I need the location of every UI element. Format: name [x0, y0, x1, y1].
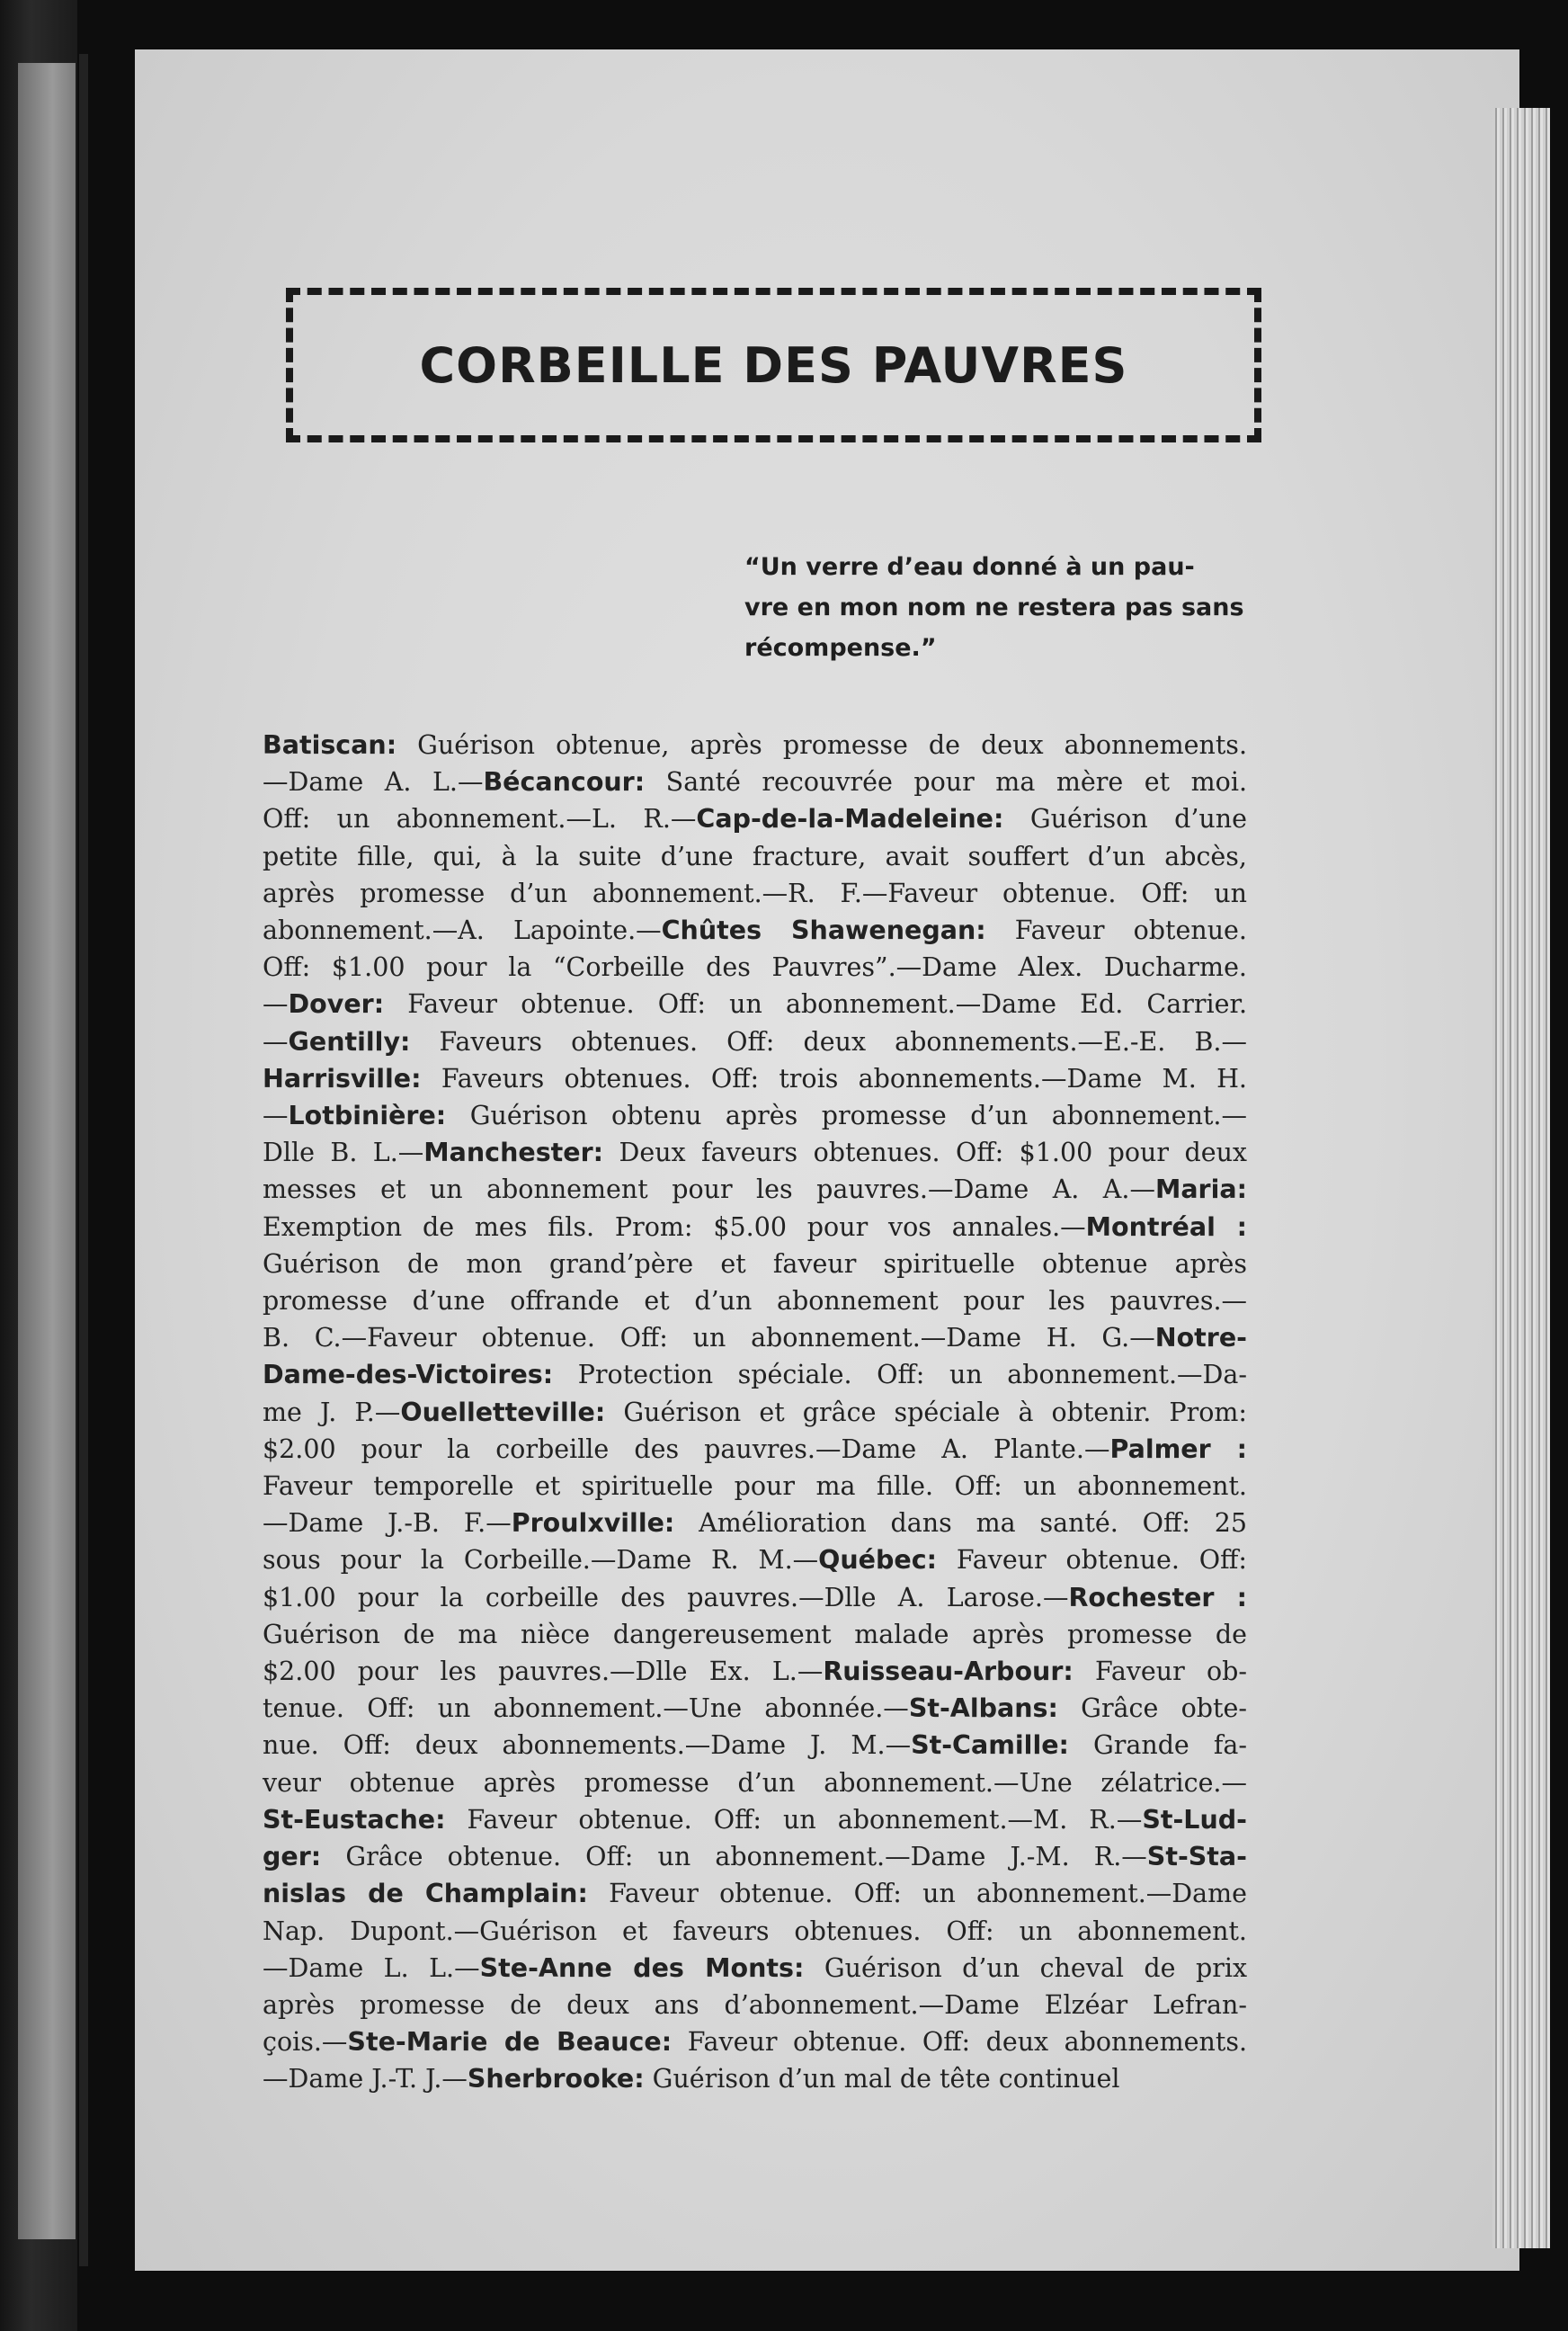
body-text-run: Guérison et grâce spéciale à obtenir. Prom: [605, 1397, 1247, 1427]
body-line [263, 1875, 1247, 1912]
place-name: Batiscan: [263, 730, 397, 760]
body-text-run: — [263, 1101, 289, 1131]
body-text-run: Santé recouvrée pour ma mère et moi. [645, 767, 1248, 798]
body-text-run: Grande fa- [1068, 1730, 1247, 1761]
place-name: Chûtes Shawenegan: [661, 915, 986, 946]
place-name: St-Albans: [908, 1693, 1058, 1724]
body-line [263, 1060, 1247, 1097]
body-line [263, 1023, 1247, 1060]
epigraph-line: “Un verre d’eau donné à un pau- [744, 553, 1195, 581]
body-line [263, 1653, 1247, 1690]
facing-page-edge [18, 63, 76, 2239]
body-line [263, 1950, 1247, 1987]
body-text-run: —Dame J.-B. F.— [263, 1508, 512, 1539]
body-text-run: Nap. Dupont.—Guérison et faveurs obtenues. Off: un abonnement. [263, 1916, 1247, 1946]
body-text-run: Deux faveurs obtenues. Off: $1.00 pour deux [603, 1138, 1247, 1168]
body-text-run: çois.— [263, 2027, 348, 2058]
body-line [263, 1394, 1247, 1431]
place-name: Cap-de-la-Madeleine: [696, 804, 1004, 835]
body-text-run: Faveur obtenue. Off: deux abonnements. [672, 2027, 1247, 2058]
body-line [263, 1579, 1247, 1616]
body-line [263, 1764, 1247, 1801]
body-line [263, 1468, 1247, 1505]
body-text-run: Faveur obtenue. [985, 915, 1247, 946]
body-text-run: Exemption de mes fils. Prom: $5.00 pour vos annales.— [263, 1211, 1086, 1242]
place-name: Harrisville: [263, 1063, 422, 1094]
body-text-run: après promesse d’un abonnement.—R. F.—Faveur obtenue. Off: un [263, 878, 1247, 908]
place-name: Gentilly: [288, 1026, 411, 1057]
body-line [263, 1134, 1247, 1171]
body-line [263, 1838, 1247, 1875]
body-text-run: Faveur obtenue. Off: un abonnement.—Dame [587, 1879, 1247, 1909]
place-name: Maria: [1154, 1174, 1247, 1205]
page-stack-edges [1492, 108, 1550, 2248]
body-text-run: Faveur obtenue. Off: un abonnement.—Dame Ed. Carrier. [384, 989, 1247, 1020]
body-text-run: petite fille, qui, à la suite d’une fracture, avait souffert d’un abcès, [263, 841, 1247, 871]
body-text-run: Guérison d’un cheval de prix [804, 1952, 1248, 1983]
body-text-run: Guérison obtenue, après promesse de deux abonnements. [396, 730, 1247, 760]
body-text-run: Grâce obtenue. Off: un abonnement.—Dame J.-M. R.— [321, 1842, 1147, 1872]
place-name: Palmer : [1109, 1433, 1247, 1464]
place-name: nislas de Champlain: [263, 1879, 588, 1909]
body-line [263, 1801, 1247, 1838]
body-line [263, 1727, 1247, 1764]
body-line [263, 1616, 1247, 1653]
body-text-run: Off: $1.00 pour la “Corbeille des Pauvres”.—Dame Alex. Ducharme. [263, 952, 1247, 983]
place-name: Québec: [818, 1545, 937, 1576]
body-text-run: —Dame J.-T. J.— [263, 2064, 468, 2094]
place-name: Montréal : [1085, 1211, 1247, 1242]
body-line [263, 800, 1247, 837]
body-text-run: —Dame A. L.— [263, 767, 484, 798]
body-text-run: $2.00 pour la corbeille des pauvres.—Dame A. Plante.— [263, 1433, 1110, 1464]
body-text-run: sous pour la Corbeille.—Dame R. M.— [263, 1545, 819, 1576]
body-text-run: Guérison d’une [1003, 804, 1247, 835]
body-line [263, 764, 1247, 800]
body-text-run: Guérison de mon grand’père et faveur spirituelle obtenue après [263, 1248, 1247, 1279]
body-line [263, 949, 1247, 986]
body-text-run: promesse d’une offrande et d’un abonnement pour les pauvres.— [263, 1286, 1247, 1317]
body-text-run: Dlle B. L.— [263, 1138, 424, 1168]
body-text-run: abonnement.—A. Lapointe.— [263, 915, 662, 946]
body-line [263, 1987, 1247, 2023]
body-line [263, 875, 1247, 912]
body-text-run: — [263, 1026, 289, 1057]
body-text-run: Guérison d’un mal de tête continuel [644, 2064, 1120, 2094]
body-line [263, 838, 1247, 875]
place-name: Dover: [288, 989, 385, 1020]
body-line [263, 1505, 1247, 1541]
body-line [263, 1282, 1247, 1319]
body-text-run: Off: un abonnement.—L. R.— [263, 804, 697, 835]
body-line [263, 912, 1247, 949]
place-name: Ouelletteville: [400, 1397, 606, 1427]
body-text-run: Amélioration dans ma santé. Off: 25 [674, 1508, 1248, 1539]
body-text-run: Faveur temporelle et spirituelle pour ma fille. Off: un abonnement. [263, 1471, 1247, 1502]
place-name: Notre- [1154, 1323, 1247, 1353]
body-text-run: $2.00 pour les pauvres.—Dlle Ex. L.— [263, 1657, 824, 1687]
body-text-run: messes et un abonnement pour les pauvres.—Dame A. A.— [263, 1174, 1155, 1205]
place-name: Dame-des-Victoires: [263, 1360, 554, 1390]
body-text-run: $1.00 pour la corbeille des pauvres.—Dlle A. Larose.— [263, 1582, 1069, 1612]
place-name: Ruisseau-Arbour: [823, 1657, 1074, 1687]
place-name: Sherbrooke: [467, 2064, 645, 2094]
place-name: Ste-Anne des Monts: [479, 1952, 805, 1983]
body-line [263, 1356, 1247, 1393]
body-text-run: Faveur ob- [1073, 1657, 1247, 1687]
body-line [263, 1209, 1247, 1246]
place-name: Ste-Marie de Beauce: [347, 2027, 673, 2058]
body-text-run: B. C.—Faveur obtenue. Off: un abonnement.—Dame H. G.— [263, 1323, 1155, 1353]
body-text-run: — [263, 989, 289, 1020]
favors-list-paragraph [263, 727, 1247, 2098]
body-text-run: Faveurs obtenues. Off: trois abonnements.—Dame M. H. [421, 1063, 1247, 1094]
body-text-run: nue. Off: deux abonnements.—Dame J. M.— [263, 1730, 912, 1761]
place-name: Proulxville: [511, 1508, 675, 1539]
body-text-run: tenue. Off: un abonnement.—Une abonnée.— [263, 1693, 909, 1724]
body-line [263, 1913, 1247, 1950]
body-line [263, 986, 1247, 1023]
place-name: ger: [263, 1842, 322, 1872]
body-line [263, 1171, 1247, 1208]
body-line [263, 1319, 1247, 1356]
place-name: Manchester: [423, 1138, 604, 1168]
body-text-run: après promesse de deux ans d’abonnement.—Dame Elzéar Lefran- [263, 1989, 1247, 2020]
gutter-rule [79, 54, 88, 2266]
place-name: St-Sta- [1146, 1842, 1247, 1872]
epigraph-line: vre en mon nom ne restera pas sans [744, 594, 1244, 621]
body-text-run: Faveur obtenue. Off: un abonnement.—M. R.— [445, 1804, 1143, 1835]
epigraph-quote [744, 547, 1266, 668]
page-title: CORBEILLE DES PAUVRES [419, 336, 1128, 394]
body-line [263, 727, 1247, 764]
body-text-run: —Dame L. L.— [263, 1952, 480, 1983]
place-name: St-Camille: [911, 1730, 1069, 1761]
body-line [263, 1097, 1247, 1134]
body-text-run: Faveurs obtenues. Off: deux abonnements.—E.-E. B.— [410, 1026, 1247, 1057]
body-line [263, 2060, 1247, 2097]
place-name: Lotbinière: [288, 1101, 447, 1131]
body-line [263, 1690, 1247, 1727]
body-text-run: Guérison de ma nièce dangereusement malade après promesse de [263, 1619, 1247, 1649]
body-line [263, 1541, 1247, 1578]
place-name: St-Eustache: [263, 1804, 446, 1835]
place-name: Bécancour: [483, 767, 646, 798]
title-frame [286, 288, 1261, 442]
place-name: Rochester : [1068, 1582, 1247, 1612]
body-text-run: Protection spéciale. Off: un abonnement.—Da- [553, 1360, 1247, 1390]
body-line [263, 1246, 1247, 1282]
body-text-run: Guérison obtenu après promesse d’un abonnement.— [446, 1101, 1247, 1131]
body-text-run: Faveur obtenue. Off: [937, 1545, 1247, 1576]
body-line [263, 2023, 1247, 2060]
body-line [263, 1431, 1247, 1468]
body-text-run: veur obtenue après promesse d’un abonnement.—Une zélatrice.— [263, 1767, 1247, 1798]
epigraph-line: récompense.” [744, 634, 937, 662]
body-text-run: Grâce obte- [1057, 1693, 1247, 1724]
place-name: St-Lud- [1142, 1804, 1247, 1835]
body-text-run: me J. P.— [263, 1397, 401, 1427]
